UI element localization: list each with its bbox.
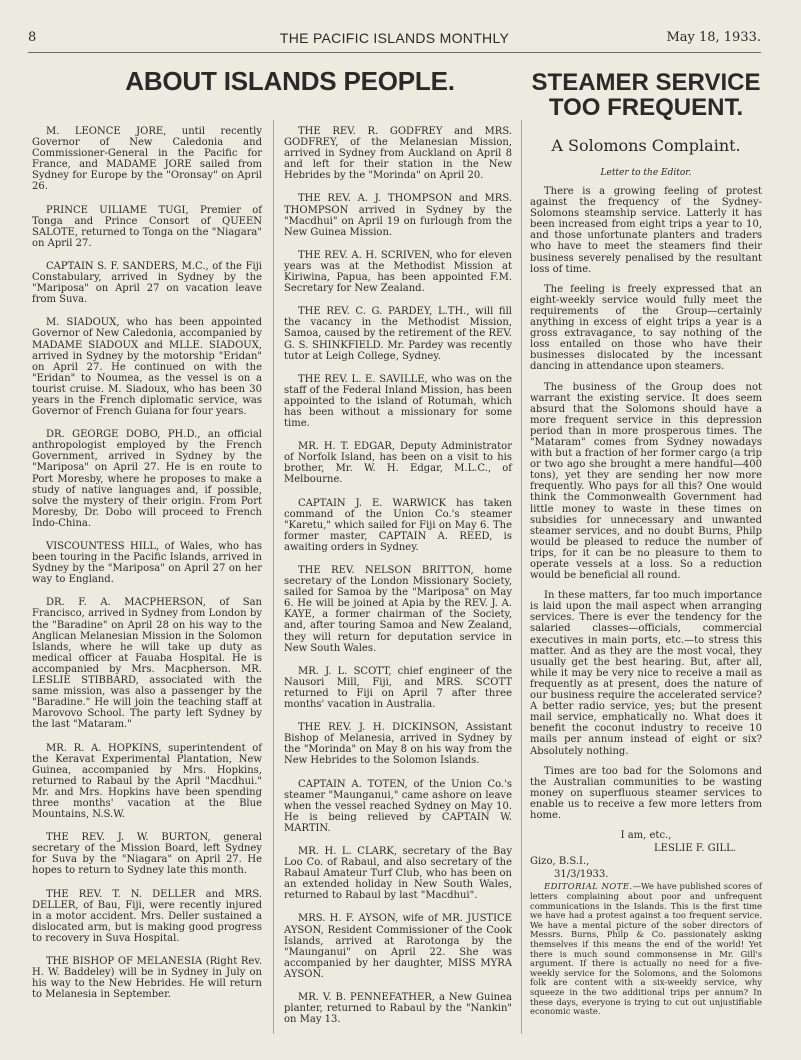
- news-item: PRINCE UILIAME TUGI, Premier of Tonga and Prince Consort of QUEEN SALOTE, returned to Tonga on the "Niagara" on April 27.: [32, 204, 262, 249]
- news-item: M. LEONCE JORE, until recently Governor of New Caledonia and Commissioner-General in the Pacific for France, and MADAME JORE sailed from Sydney for Europe by the "Oronsay" on April 26.: [32, 126, 262, 193]
- news-item: THE REV. A. J. THOMPSON and MRS. THOMPSON arrived in Sydney by the "Macdhui" on April 19 on furlough from the New Guinea Mission.: [284, 193, 512, 238]
- letter-closing: I am, etc.,: [620, 830, 672, 842]
- news-item: THE REV. T. N. DELLER and MRS. DELLER, of Bau, Fiji, were recently injured in a motor accident. Mrs. Deller sustained a dislocated arm, but is making good progress to recovery in Suva Hospital.: [32, 888, 262, 944]
- news-item: MR. J. L. SCOTT, chief engineer of the Nausori Mill, Fiji, and MRS. SCOTT returned to Fiji on April 7 after three months' vacation in Australia.: [284, 665, 512, 711]
- editorial-label: EDITORIAL NOTE.: [544, 881, 633, 892]
- page-header: [28, 30, 761, 54]
- news-item: MRS. H. F. AYSON, wife of MR. JUSTICE AYSON, Resident Commissioner of the Cook Islands, arrived at Rarotonga by the "Maunganui" on April 22. She was accompanied by her daughter, MISS MYRA AYSON.: [284, 913, 512, 980]
- news-item: CAPTAIN A. TOTEN, of the Union Co.'s steamer "Maunganui," came ashore on leave when the vessel reached Sydney on May 10. He is being relieved by CAPTAIN W. MARTIN.: [284, 778, 512, 834]
- news-item: DR. GEORGE DOBO, PH.D., an official anthropologist employed by the French Government, arrived in Sydney by the "Mariposa" on April 27. He is en route to Port Moresby, where he proposes to make a study of native languages and, if possible, solve the mystery of their origin. From Port Moresby, Dr. Dobo will proceed to French Indo-China.: [32, 429, 262, 529]
- editorial-note: [530, 882, 762, 1016]
- issue-date: May 18, 1933.: [666, 30, 761, 45]
- letter-paragraph: The feeling is freely expressed that an eight-weekly service would fully meet the requirements of the Group—certainly anything in excess of eight trips a year is a gross extravagance, to say nothing of the loss entailed on those who have their businesses dislocated by the incessant dancing in attendance upon steamers.: [530, 283, 762, 373]
- news-item: CAPTAIN S. F. SANDERS, M.C., of the Fiji Constabulary, arrived in Sydney by the "Mariposa" on April 27 on vacation leave from Suva.: [32, 260, 262, 306]
- news-item: THE REV. A. H. SCRIVEN, who for eleven years was at the Methodist Mission at Kiriwina, Papua, has been appointed F.M. Secretary for New Zealand.: [284, 249, 512, 295]
- about-column-2: [284, 126, 512, 1037]
- news-item: THE REV. NELSON BRITTON, home secretary of the London Missionary Society, sailed for Samoa by the "Mariposa" on May 6. He will be joined at Apia by the REV. J. A. KAYE, a former chairman of the Society, and, after touring Samoa and New Zealand, they will return for deputation service in New South Wales.: [284, 565, 512, 654]
- column-divider: [273, 120, 274, 1034]
- news-item: THE REV. R. GODFREY and MRS. GODFREY, of the Melanesian Mission, arrived in Sydney from Auckland on April 8 and left for their station in the New Hebrides by the "Morinda" on April 20.: [284, 126, 512, 182]
- news-item: MR. V. B. PENNEFATHER, a New Guinea planter, returned to Rabaul by the "Nankin" on May 13.: [284, 992, 512, 1026]
- letter-place: Gizo, B.S.I.,: [530, 856, 590, 868]
- editorial-text: —We have published scores of letters complaining about poor and unfrequent communications in the Islands. This is the first time we have had a protest against a too frequent service. We have a mental picture of the sober directors of Messrs. Burns, Philp & Co. passionately asking themselves if this means the end of the world! Yet there is much sound commonsense in Mr. Gill's argument. If there is actually no need for a five-weekly service for the Solomons, and the Solomons folk are content with a six-weekly service, why squeeze in the two additional trips per annum? In these days, everyone is trying to cut out unjustifiable economic waste.: [530, 881, 762, 1017]
- about-column-1: [32, 126, 262, 1012]
- news-item: MR. R. A. HOPKINS, superintendent of the Keravat Experimental Plantation, New Guinea, accompanied by Mrs. Hopkins, returned to Rabaul by the April "Macdhui." Mr. and Mrs. Hopkins have been spending three months' vacation at the Blue Mountains, N.S.W.: [32, 742, 262, 821]
- news-item: THE BISHOP OF MELANESIA (Right Rev. H. W. Baddeley) will be in Sydney in July on his way to the New Hebrides. He will return to Melanesia in September.: [32, 956, 262, 1001]
- letter-signature: LESLIE F. GILL.: [654, 843, 736, 855]
- news-item: VISCOUNTESS HILL, of Wales, who has been touring in the Pacific Islands, arrived in Sydney by the "Mariposa" on April 27 on her way to England.: [32, 541, 262, 586]
- news-item: MR. H. T. EDGAR, Deputy Administrator of Norfolk Island, has been on a visit to his brother, Mr. W. H. Edgar, M.L.C., of Melbourne.: [284, 441, 512, 486]
- news-item: THE REV. J. W. BURTON, general secretary of the Mission Board, left Sydney for Suva by the "Niagara" on April 27. He hopes to return to Sydney late this month.: [32, 832, 262, 877]
- letter-note: Letter to the Editor.: [600, 168, 692, 178]
- news-item: M. SIADOUX, who has been appointed Governor of New Caledonia, accompanied by MADAME SIADOUX and MLLE. SIADOUX, arrived in Sydney by the motorship "Eridan" on April 27. He continued on with the "Eridan" to Noumea, as the vessel is on a tourist cruise. M. Siadoux, who has been 30 years in the French diplomatic service, was Governor of French Guiana for four years.: [32, 317, 262, 418]
- letter-body: [530, 186, 762, 821]
- page-number: 8: [28, 30, 37, 45]
- steamer-headline: STEAMER SERVICE TOO FREQUENT.: [531, 69, 761, 121]
- letter-paragraph: Times are too bad for the Solomons and the Australian communities to be wasting money on superfluous steamer services to enable us to receive a few more letters from home.: [530, 765, 762, 821]
- about-headline: ABOUT ISLANDS PEOPLE.: [125, 66, 455, 96]
- steamer-column: [530, 186, 762, 1026]
- news-item: MR. H. L. CLARK, secretary of the Bay Loo Co. of Rabaul, and also secretary of the Rabaul Amateur Turf Club, who has been on an extended holiday in New South Wales, returned to Rabaul by last "Macdhui".: [284, 845, 512, 902]
- letter-paragraph: There is a growing feeling of protest against the frequency of the Sydney-Solomons steamship service. Latterly it has been increased from eight trips a year to 10, and those unfortunate planters and traders who have to meet the steamers find their business severely penalised by the resultant loss of time.: [530, 186, 762, 275]
- letter-date: 31/3/1933.: [554, 869, 609, 881]
- news-item: THE REV. C. G. PARDEY, L.TH., will fill the vacancy in the Methodist Mission, Samoa, caused by the retirement of the REV. G. S. SHINKFIELD. Mr. Pardey was recently tutor at Leigh College, Sydney.: [284, 306, 512, 362]
- news-item: DR. F. A. MACPHERSON, of San Francisco, arrived in Sydney from London by the "Baradine" on April 28 on his way to the Anglican Melanesian Mission in the Solomon Islands, where he will take up duty as medical officer at Fauaba Hospital. He is accompanied by Mrs. Macpherson. MR. LESLIE STIBBARD, associated with the same mission, was also a passenger by the "Baradine." He will join the teaching staff at Marovovo School. The party left Sydney by the last "Mataram.": [32, 597, 262, 731]
- header-rule: [28, 52, 761, 53]
- news-item: THE REV. L. E. SAVILLE, who was on the staff of the Federal Inland Mission, has been appointed to the island of Rotumah, which has been without a missionary for some time.: [284, 373, 512, 430]
- column-divider: [521, 120, 522, 1034]
- steamer-subtitle: A Solomons Complaint.: [551, 136, 741, 155]
- news-item: CAPTAIN J. E. WARWICK has taken command of the Union Co.'s steamer "Karetu," which sailed for Fiji on May 6. The former master, CAPTAIN A. REED, is awaiting orders in Sydney.: [284, 497, 512, 553]
- letter-paragraph: The business of the Group does not warrant the existing service. It does seem absurd that the Solomons should have a more frequent service in this depression period than in more prosperous times. The "Mataram" comes from Sydney nowadays with but a fraction of her former cargo (a trip or two ago she brought a mere handful—400 tons), yet they are sending her now more frequently. Who pays for all this? One would think the Commonwealth Government had little money to waste in these times on subsidies for unnecessary and unwanted steamer services, and no doubt Burns, Philp would be pleased to reduce the number of trips, for it can be no pleasure to them to operate vessels at a loss. So a reduction would be beneficial all round.: [530, 381, 762, 582]
- news-item: THE REV. J. H. DICKINSON, Assistant Bishop of Melanesia, arrived in Sydney by the "Morinda" on May 8 on his way from the New Hebrides to the Solomon Islands.: [284, 722, 512, 767]
- publication-title: THE PACIFIC ISLANDS MONTHLY: [279, 30, 510, 46]
- letter-paragraph: In these matters, far too much importance is laid upon the mail aspect when arranging services. There is ever the tendency for the salaried classes—officials, commercial executives in main ports, etc.—to stress this matter. And as they are the most vocal, they usually get the best hearing. But, after all, while it may be very nice to receive a mail as frequently as at present, does the nature of our business require the accelerated service? A better radio service, yes; but the present mail service, emphatically no. What does it benefit the coconut industry to receive 10 mails per annum instead of eight or six? Absolutely nothing.: [530, 590, 762, 757]
